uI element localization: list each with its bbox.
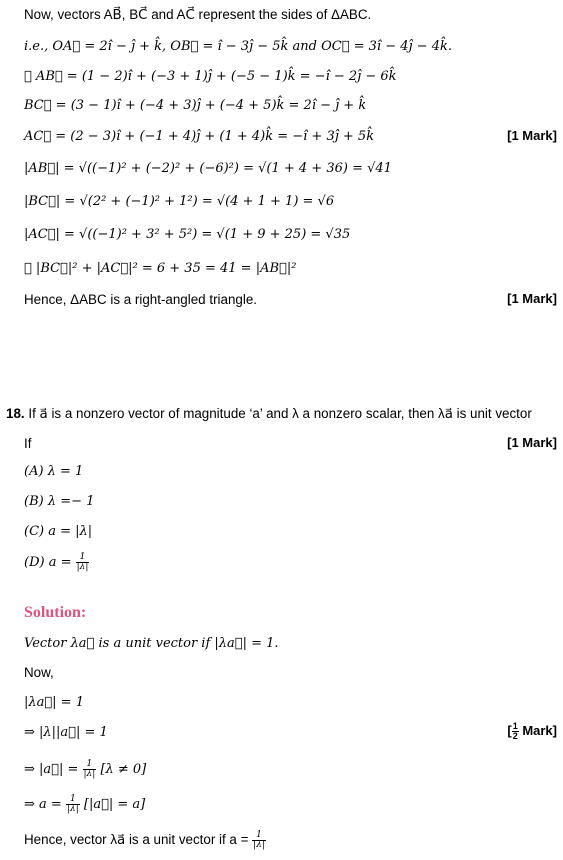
solution-line-2: Now, [24,665,54,680]
half-mark-numerator: 1 [512,721,518,731]
solution-line-3: |λa⃗| = 1 [24,695,84,710]
solution-line-1: Vector λa⃗ is a unit vector if |λa⃗| = 1. [24,636,279,651]
intro-line-3: ∴ AB⃗ = (1 − 2)î + (−3 + 1)ĵ + (−5 − 1)k̂ = −î − 2ĵ − 6k̂ [24,69,397,84]
option-d [24,553,89,572]
question-text-cont: If [24,436,32,451]
intro-line-8: |AC⃗| = √((−1)² + 3² + 5²) = √(1 + 9 + 25) = √35 [24,227,351,242]
solution-line-6-post: [|a⃗| = a] [83,797,146,812]
half-mark-denominator: 2 [512,731,518,741]
option-c: (C) a = |λ| [24,524,93,539]
solution-line-7-pre: Hence, vector λa⃗ is a unit vector if a = [24,832,249,848]
intro-line-4: BC⃗ = (3 − 1)î + (−4 + 3)ĵ + (−4 + 5)k̂ = 2î − ĵ + k̂ [24,98,367,113]
intro-line-9: ∴ |BC⃗|² + |AC⃗|² = 6 + 35 = 41 = |AB⃗|² [24,261,297,276]
solution-line-6-fraction [66,795,80,814]
mark-close-text: Mark] [518,722,557,738]
option-d-denominator: |λ| [76,562,89,572]
half-mark-fraction [512,722,519,741]
intro-line-2: i.e., OA⃗ = 2î − ĵ + k̂, OB⃗ = î − 3ĵ − 5k̂ and OC⃗ = 3î − 4ĵ − 4k̂. [24,39,452,54]
solution-line-5-post: [λ ≠ 0] [100,762,147,777]
solution-heading: Solution: [24,604,87,621]
option-d-label: (D) a = [24,555,72,570]
question-18-text-line [6,405,532,423]
question-text: If a⃗ is a nonzero vector of magnitude ‘a’ and λ a nonzero scalar, then λa⃗ is unit vector [28,406,532,421]
solution-line-7 [24,831,266,850]
fraction-numerator: 1 [252,831,266,841]
mark-badge-1: [1 Mark] [507,128,557,143]
intro-line-5: AC⃗ = (2 − 3)î + (−1 + 4)ĵ + (1 + 4)k̂ = −î + 3ĵ + 5k̂ [24,129,375,144]
solution-line-6-pre: ⇒ a = [24,797,62,812]
fraction-numerator: 1 [66,795,80,805]
fraction-numerator: 1 [83,760,97,770]
solution-line-5-fraction [83,760,97,779]
option-a: (A) λ = 1 [24,464,84,479]
mark-badge-2: [1 Mark] [507,291,557,306]
mark-badge-4 [507,722,557,741]
mark-open-bracket: [ [507,722,512,738]
option-b: (B) λ =− 1 [24,494,95,509]
intro-line-7: |BC⃗| = √(2² + (−1)² + 1²) = √(4 + 1 + 1) = √6 [24,194,335,209]
option-d-fraction [76,553,90,572]
fraction-denominator: |λ| [66,804,79,814]
question-number: 18. [6,406,25,421]
option-d-numerator: 1 [76,553,90,563]
mark-badge-3: [1 Mark] [507,435,557,450]
intro-line-6: |AB⃗| = √((−1)² + (−2)² + (−6)²) = √(1 + 4 + 36) = √41 [24,161,392,176]
fraction-denominator: |λ| [253,840,265,850]
solution-line-5 [24,760,146,779]
solution-line-6 [24,795,145,814]
solution-line-5-pre: ⇒ |a⃗| = [24,762,79,777]
intro-line-1: Now, vectors AB⃗, BC⃗ and AC⃗ represent the sides of ΔABC. [24,7,372,22]
fraction-denominator: |λ| [83,769,96,779]
intro-line-10: Hence, ΔABC is a right-angled triangle. [24,292,257,307]
solution-line-7-fraction [252,831,266,850]
solution-line-4: ⇒ |λ||a⃗| = 1 [24,725,108,740]
